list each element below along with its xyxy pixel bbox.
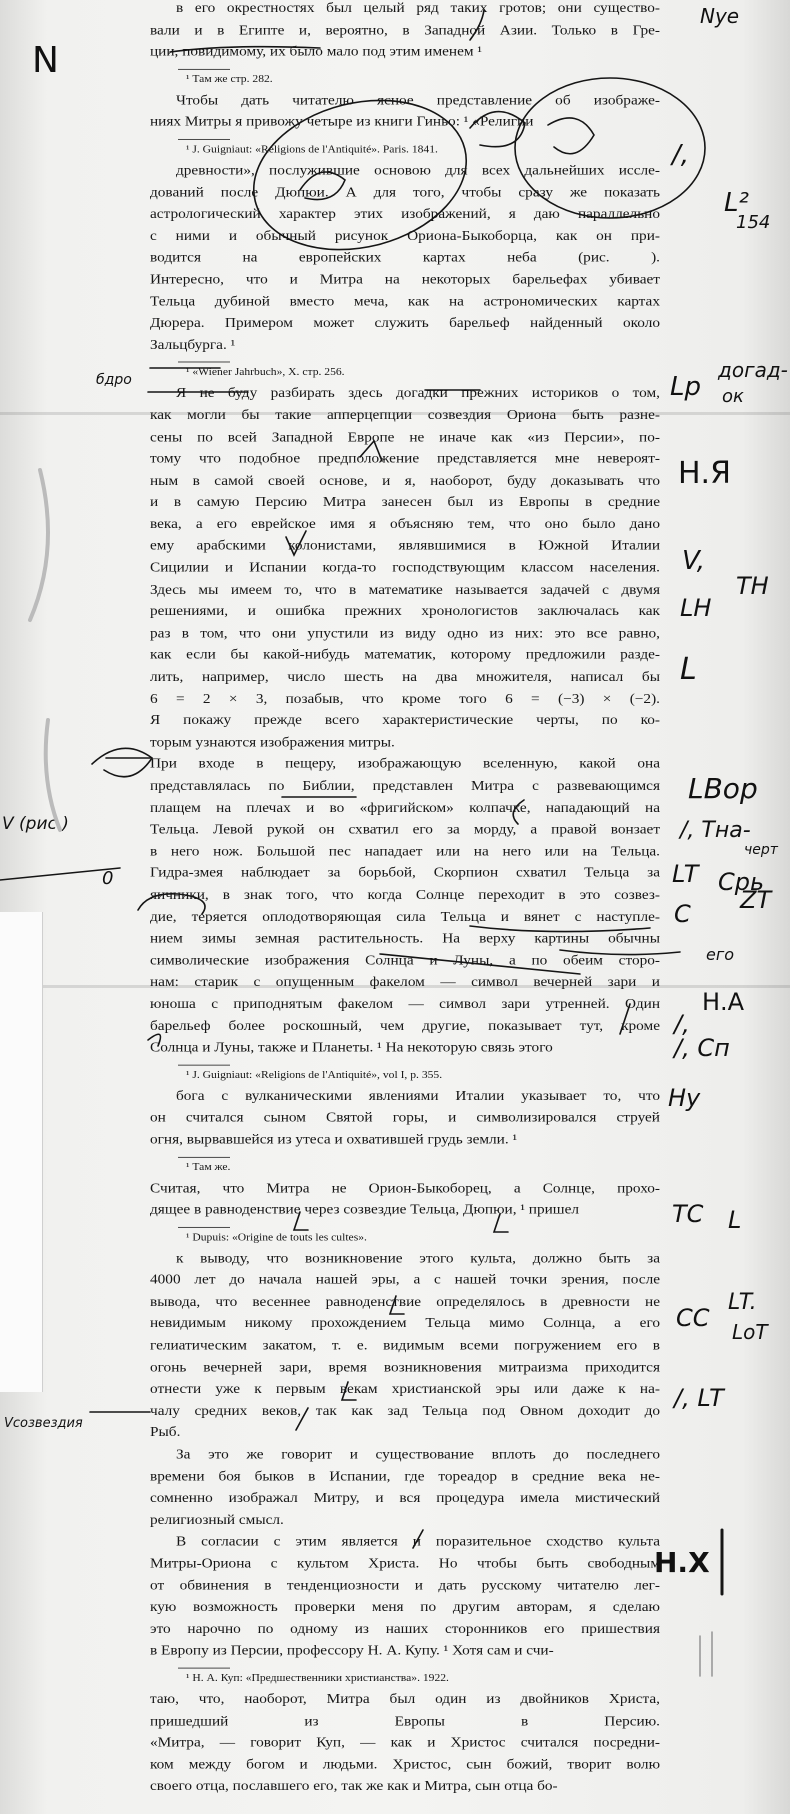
margin-note: /, bbox=[672, 140, 690, 170]
text-line: Сицилии и Испании когда-то господствующим классом населения. bbox=[150, 560, 660, 576]
margin-note: бдро bbox=[96, 372, 132, 388]
text-line: Интересно, что и Митра на некоторых барельефах убивает bbox=[150, 271, 660, 288]
margin-note: C bbox=[674, 900, 691, 928]
text-line: невидимым никому прохождением Тельца мимо Солнца, а его bbox=[150, 1316, 660, 1332]
text-line: религиозный смысл. bbox=[150, 1512, 284, 1528]
text-line: плащем на плечах и во «фригийском» колпачке, нападающий на bbox=[150, 800, 660, 816]
footnote: ¹ Там же. bbox=[186, 1160, 231, 1173]
text-line: решениями, и ошибка прежних хронологистов заключалась как bbox=[150, 603, 660, 619]
margin-note: TC bbox=[672, 1200, 704, 1228]
text-line: времени боя быков в Испании, где тореадор в средние века не- bbox=[150, 1468, 660, 1484]
text-line: огня, вырвавшейся из утеса и охватившей грудь земли. ¹ bbox=[150, 1132, 518, 1148]
text-line: отнести уже к первым векам христианской эры или даже к на- bbox=[150, 1381, 660, 1397]
text-line: Гидра-змея наблюдает за борьбой, Скорпион схватил Тельца за bbox=[150, 865, 660, 881]
margin-note: N bbox=[32, 40, 59, 81]
text-line: нием зимы земная растительность. На верху картины обычны bbox=[150, 930, 660, 947]
text-line: раз в том, что они упустили из виду одно из них: это все равно, bbox=[150, 625, 660, 641]
text-line: с ними и обычный рисунок Ориона-Быкоборца, как он при- bbox=[150, 228, 660, 244]
margin-note: Н.Х bbox=[654, 1546, 710, 1579]
text-line: юноша с приподнятым факелом — символ зари утренней. Один bbox=[150, 996, 660, 1012]
text-line: торым узнаются изображения митры. bbox=[150, 734, 395, 750]
text-line: дований после Дюпюи. А для того, чтобы сразу же показать bbox=[150, 184, 660, 200]
footnote-rule bbox=[178, 362, 230, 363]
margin-note: LT bbox=[672, 860, 699, 888]
margin-note: догад- bbox=[718, 358, 788, 382]
text-line: и в самую Персию Митра занесен был из Европы в средние bbox=[150, 494, 660, 510]
footnote-rule bbox=[178, 1227, 230, 1228]
text-line: ниях Митры я привожу четыре из книги Гиньо: ¹ «Религии bbox=[150, 114, 534, 130]
footnote: ¹ J. Guigniaut: «Religions de l'Antiquité». Paris. 1841. bbox=[186, 143, 438, 155]
text-line: При входе в пещеру, изображающую вселенную, какой она bbox=[150, 756, 660, 772]
margin-note: черт bbox=[744, 842, 778, 858]
text-line: это нарочно по одному из наших сторонников его пришествия bbox=[150, 1621, 660, 1637]
footnote: ¹ «Wiener Jahrbuch», X. стр. 256. bbox=[186, 366, 345, 378]
margin-note: 0 bbox=[102, 868, 114, 889]
text-line: символические изображения Солнца и Луны, а по обеим сторо- bbox=[150, 952, 660, 968]
text-line: «Митра, — говорит Куп, — как и Христос считался посредни- bbox=[150, 1735, 660, 1751]
margin-note: V (рис.) bbox=[2, 814, 69, 834]
margin-note: его bbox=[706, 945, 735, 964]
text-line: Тельца. Левой рукой он схватил его за морду, а правой вонзает bbox=[150, 821, 660, 837]
margin-note: /, Cп bbox=[674, 1034, 730, 1062]
text-line: Я не буду разбирать здесь догадки прежних историков о том, bbox=[176, 385, 660, 401]
text-line: от обвинения в тенденциозности и дать русскому читателю лег- bbox=[150, 1577, 660, 1593]
footnote-rule bbox=[178, 1156, 230, 1157]
text-line: века, а его еврейское имя я объясняю тем, что оно было дано bbox=[150, 516, 660, 532]
book-text-column bbox=[150, 0, 660, 1798]
margin-note: ZT bbox=[740, 886, 772, 914]
text-line: Я покажу прежде всего характеристические черты, по ко- bbox=[150, 712, 660, 728]
footnote: ¹ Н. А. Куп: «Предшественники христианства». 1922. bbox=[186, 1672, 449, 1684]
margin-note: /, bbox=[674, 1010, 690, 1038]
text-line: таю, что, наоборот, Митра был один из двойников Христа, bbox=[150, 1691, 660, 1707]
margin-note: L bbox=[728, 1206, 742, 1234]
text-line: ему арабскими колонистами, являвшимися в Южной Италии bbox=[150, 538, 660, 554]
text-line: в него нож. Большой пес нападает или на него или на Тельца. bbox=[150, 843, 660, 859]
text-line: гелиатическим закатом, т. е. видимым всеми погружением его в bbox=[150, 1337, 660, 1353]
margin-note: L² bbox=[724, 188, 749, 218]
text-line: пришедший из Европы в Персию. bbox=[150, 1713, 660, 1729]
text-line: Тельца дубиной вместо меча, как на астрономических картах bbox=[150, 293, 660, 309]
margin-note: /, LT bbox=[674, 1384, 724, 1412]
pen-bracket bbox=[92, 748, 152, 776]
text-line: в Европу из Персии, профессору Н. А. Купу. ¹ Хотя сам и счи- bbox=[150, 1643, 554, 1659]
margin-note: Ну bbox=[668, 1084, 701, 1112]
margin-note: LВор bbox=[688, 772, 758, 805]
blank-paper-patch bbox=[0, 912, 43, 1392]
margin-note: TH bbox=[736, 572, 769, 600]
text-line: ным в самой своей основе, и я, наоборот, буду доказывать что bbox=[150, 472, 660, 489]
text-line: За это же говорит и существование вплоть до последнего bbox=[176, 1446, 660, 1462]
margin-note: V, bbox=[682, 546, 706, 576]
text-line: огонь вечерней зари, время возникновения митраизма приходится bbox=[150, 1359, 660, 1375]
footnote-rule bbox=[178, 139, 230, 140]
text-line: 4000 лет до начала нашей эры, а с нашей точки зрения, после bbox=[150, 1272, 660, 1288]
margin-note: Nуе bbox=[700, 4, 740, 28]
text-line: древности», послужившие основою для всех дальнейших иссле- bbox=[176, 162, 660, 178]
footnote-rule bbox=[178, 1064, 230, 1065]
margin-note: Н.Я bbox=[678, 456, 731, 491]
text-line: как если бы какой-нибудь математик, которому предложили разде- bbox=[150, 647, 660, 663]
footnote: ¹ Dupuis: «Origine de touts les cultes». bbox=[186, 1231, 367, 1243]
text-line: В согласии с этим является и поразительное сходство культа bbox=[176, 1534, 660, 1550]
margin-note: Lp bbox=[670, 372, 701, 402]
text-line: лить, например, число шесть на два множителя, написал бы bbox=[150, 669, 660, 685]
text-line: 6 = 2 × 3, позабыв, что кроме того 6 = (−3) × (−2). bbox=[150, 691, 660, 707]
text-line: как могли бы такие апперцепции созвездия Ориона быть разне- bbox=[150, 407, 660, 423]
text-line: ком между богом и людьми. Христос, сын божий, творит волю bbox=[150, 1756, 660, 1773]
text-line: Чтобы дать читателю ясное представление об изображе- bbox=[176, 92, 660, 108]
text-line: кую возможность проверки меня по другим авторам, я сделаю bbox=[150, 1599, 660, 1615]
text-line: Считая, что Митра не Орион-Быкоборец, а Солнце, прохо- bbox=[150, 1180, 660, 1196]
text-line: Здесь мы имеем то, что в математике называется задачей с двумя bbox=[150, 582, 660, 598]
text-line: нам: старик с опущенным факелом — символ вечерней зари и bbox=[150, 974, 660, 990]
margin-note: Vсозвездия bbox=[4, 1416, 83, 1431]
text-line: ции, повидимому, их было мало под этим именем ¹ bbox=[150, 44, 482, 60]
text-line: Митры-Ориона с культом Христа. Но чтобы быть свободным bbox=[150, 1555, 660, 1572]
text-line: бога с вулканическими явлениями Италии указывает то, что bbox=[176, 1088, 660, 1104]
text-line: яичники, в знак того, что когда Солнце переходит в это созвез- bbox=[150, 887, 660, 903]
text-line: водится на европейских картах неба (рис. ). bbox=[150, 250, 660, 266]
margin-note: LoT bbox=[732, 1320, 768, 1344]
text-line: представлялась по Библии, представлен Митра с развевающимся bbox=[150, 778, 660, 794]
text-line: Рыб. bbox=[150, 1425, 181, 1441]
margin-note: Н.А bbox=[702, 988, 745, 1016]
margin-note: ок bbox=[722, 386, 744, 407]
text-line: в его окрестностях был целый ряд таких гротов; они существо- bbox=[176, 0, 660, 16]
text-line: сомненно изображал Митру, и вся процедура имела мистический bbox=[150, 1490, 660, 1506]
text-line: Солнца и Луны, также и Планеты. ¹ На некоторую связь этого bbox=[150, 1039, 553, 1056]
text-line: дящее в равноденствие через созвездие Тельца, Дюпюи, ¹ пришел bbox=[150, 1202, 579, 1218]
footnote-rule bbox=[178, 1668, 230, 1669]
margin-note: LT. bbox=[728, 1290, 757, 1315]
text-line: он считался сыном Святой горы, и символизировался струей bbox=[150, 1110, 660, 1126]
footnote-rule bbox=[178, 69, 230, 70]
text-line: дие, теряется оплодотворяющая сила Тельца и вянет с наступле- bbox=[150, 909, 660, 925]
text-line: Дюрера. Примером может служить барельеф найденный около bbox=[150, 315, 660, 331]
text-line: тому что подобное предположение представляется мне невероят- bbox=[150, 451, 660, 467]
footnote: ¹ J. Guigniaut: «Religions de l'Antiquité», vol I, p. 355. bbox=[186, 1068, 443, 1081]
bleed-through bbox=[30, 470, 48, 620]
margin-note: CC bbox=[676, 1304, 710, 1332]
margin-note: LH bbox=[680, 594, 712, 622]
text-line: вывода, что весеннее равноденствие определялось в древности не bbox=[150, 1294, 660, 1310]
margin-note: Cрь bbox=[718, 868, 765, 896]
margin-note: 154 bbox=[736, 212, 771, 233]
text-line: к выводу, что возникновение этого культа, должно быть за bbox=[176, 1250, 660, 1266]
margin-note: L bbox=[680, 652, 697, 687]
text-line: вали и в Египте и, вероятно, в Западной Азии. Только в Гре- bbox=[150, 22, 660, 38]
footnote: ¹ Там же стр. 282. bbox=[186, 73, 273, 85]
text-line: сены по всей Западной Европе не иначе как «из Персии», по- bbox=[150, 429, 660, 445]
text-line: Зальцбурга. ¹ bbox=[150, 337, 236, 353]
margin-note: /, Tна- bbox=[680, 818, 751, 843]
text-line: своего отца, пославшего его, так же как и Митра, сын отца бо- bbox=[150, 1778, 558, 1794]
text-line: астрологический характер этих изображений, я даю параллельно bbox=[150, 206, 660, 222]
text-line: барельеф более роскошный, чем другие, показывает тут, кроме bbox=[150, 1018, 660, 1034]
text-line: чалу средних веков, так как зад Тельца под Овном доходит до bbox=[150, 1403, 660, 1419]
